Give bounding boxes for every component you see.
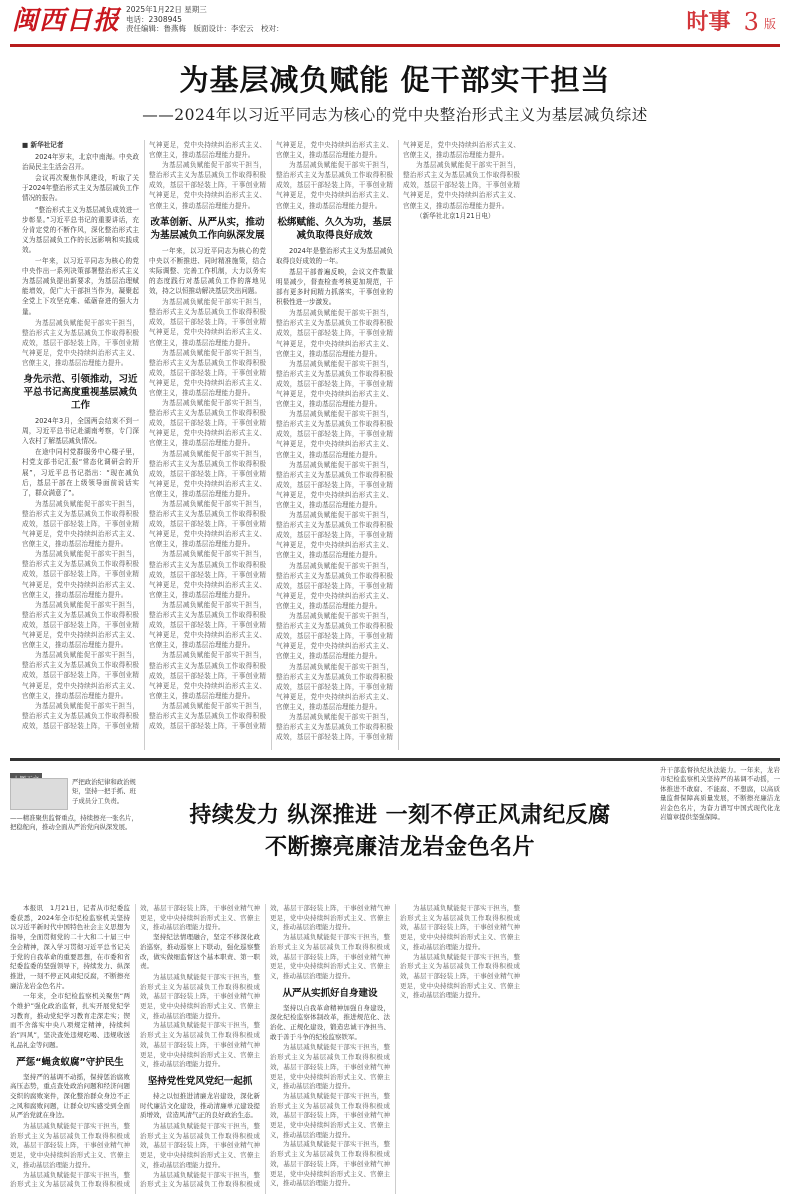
masthead — [0, 0, 790, 46]
article-subtitle: 坚持党性党风党纪一起抓 — [147, 1075, 253, 1087]
article-paragraph: 为基层减负赋能促干部实干担当，整治形式主义为基层减负工作取得积极成效，基层干部轻装上阵，干事创业精气神更足，党中央持续纠治形式主义、官僚主义，推动基层治理能力提升。 — [276, 359, 393, 409]
article-paragraph: 2024年岁末，北京中南海。中央政治局民主生活会召开。 — [22, 153, 139, 172]
article-paragraph: 为基层减负赋能促干部实干担当，整治形式主义为基层减负工作取得积极成效，基层干部轻装上阵，干事创业精气神更足，党中央持续纠治形式主义、官僚主义，推动基层治理能力提升。 — [22, 550, 139, 599]
article-paragraph: 为基层减负赋能促干部实干担当，整治形式主义为基层减负工作取得积极成效，基层干部轻装上阵，干事创业精气神更足，党中央持续纠治形式主义、官僚主义，推动基层治理能力提升。 — [276, 662, 393, 711]
article-paragraph: 一年来，以习近平同志为核心的党中央作出一系列决策部署整治形式主义为基层减负提出新要求，为基层治理赋能增效，促广大干部担当作为，凝聚起全党上下攻坚克难、砥砺奋进的强大力量。 — [22, 257, 139, 316]
article-paragraph: 为基层减负赋能促干部实干担当，整治形式主义为基层减负工作取得积极成效，基层干部轻装上阵，干事创业精气神更足，党中央持续纠治形式主义、官僚主义，推动基层治理能力提升。 — [400, 952, 520, 1000]
article-paragraph: 为基层减负赋能促干部实干担当，整治形式主义为基层减负工作取得积极成效，基层干部轻装上阵，干事创业精气神更足，党中央持续纠治形式主义、官僚主义，推动基层治理能力提升。 — [400, 904, 520, 951]
article-paragraph: 为基层减负赋能促干部实干担当，整治形式主义为基层减负工作取得积极成效，基层干部轻装上阵，干事创业精气神更足，党中央持续纠治形式主义、官僚主义，推动基层治理能力提升。 — [270, 1140, 390, 1188]
article-paragraph: 为基层减负赋能促干部实干担当，整治形式主义为基层减负工作取得积极成效，基层干部轻装上阵，干事创业精气神更足，党中央持续纠治形式主义、官僚主义，推动基层治理能力提升。 — [140, 972, 260, 1020]
article-paragraph: 为基层减负赋能促干部实干担当，整治形式主义为基层减负工作取得积极成效，基层干部轻装上阵，干事创业精气神更足，党中央持续纠治形式主义、官僚主义，推动基层治理能力提升。 — [276, 161, 393, 210]
sidebar-more: ——精准聚焦监督重点，持续擦亮一张名片，把稳舵向，推动全面从严治党向纵深发展。 — [10, 814, 138, 832]
article-paragraph: 本报讯 1月21日，记者从市纪委监委获悉，2024年全市纪检监察机关坚持以习近平新时代中国特色社会主义思想为指导，全面贯彻党的二十大和二十届三中全会精神，深入学习贯彻习近平总书记关于党的自我革命的重要思想，在市委和省纪委监委的坚强领导下，持续发力、纵深推进，一刻不停正风肃纪反腐，不断擦亮廉洁龙岩金色名片。 — [10, 904, 130, 990]
section-name: 时事 — [686, 9, 731, 35]
article-paragraph: 为基层减负赋能促干部实干担当，整治形式主义为基层减负工作取得积极成效，基层干部轻装上阵，干事创业精气神更足，党中央持续纠治形式主义、官僚主义，推动基层治理能力提升。 — [22, 600, 139, 650]
article-paragraph: 为基层减负赋能促干部实干担当，整治形式主义为基层减负工作取得积极成效，基层干部轻装上阵，干事创业精气神更足，党中央持续纠治形式主义、官僚主义，推动基层治理能力提升。 — [10, 1122, 130, 1169]
article-paragraph: 为基层减负赋能促干部实干担当，整治形式主义为基层减负工作取得积极成效，基层干部轻装上阵，干事创业精气神更足，党中央持续纠治形式主义、官僚主义，推动基层治理能力提升。 — [276, 511, 393, 560]
masthead-divider — [10, 44, 780, 47]
article-paragraph: 持之以恒推进清廉龙岩建设，深化新时代廉洁文化建设，推动清廉单元建设提质增效，营造风清气正的良好政治生态。 — [140, 1091, 260, 1120]
article-paragraph: 为基层减负赋能促干部实干担当，整治形式主义为基层减负工作取得积极成效，基层干部轻装上阵，干事创业精气神更足，党中央持续纠治形式主义、官僚主义，推动基层治理能力提升。 — [149, 500, 266, 549]
article-paragraph: 坚持严的基调不动摇，保持惩治腐败高压态势，重点查处政治问题和经济问题交织的腐败案件，深化整治群众身边不正之风和腐败问题，让群众切实感受到全面从严治党就在身边。 — [10, 1072, 130, 1120]
article-endnote: （新华社北京1月21日电） — [416, 211, 495, 220]
article-paragraph: 为基层减负赋能促干部实干担当，整治形式主义为基层减负工作取得积极成效，基层干部轻装上阵，干事创业精气神更足，党中央持续纠治形式主义、官僚主义，推动基层治理能力提升。 — [276, 141, 520, 742]
sidebar-box — [10, 766, 140, 902]
article-paragraph: 为基层减负赋能促干部实干担当，整治形式主义为基层减负工作取得积极成效，基层干部轻装上阵，干事创业精气神更足，党中央持续纠治形式主义、官僚主义，推动基层治理能力提升。 — [149, 600, 266, 650]
article-subtitle: 严惩“蝇贪蚁腐”守护民生 — [16, 1056, 124, 1068]
article-paragraph: 在途中同村党群服务中心楼子里，村党支部书记汇报“常态化调研会的开展”，习近平总书记指出：“现在减负后，基层干部在上级领导面前说话实了，群众满意了”。 — [22, 448, 139, 497]
article-paragraph: 为基层减负赋能促干部实干担当，整治形式主义为基层减负工作取得积极成效，基层干部轻装上阵，干事创业精气神更足，党中央持续纠治形式主义、官僚主义，推动基层治理能力提升。 — [276, 309, 393, 358]
page-number: 3 — [743, 8, 759, 36]
article-paragraph: 坚持纪法情理融合，坚定不移深化政治巡察，推动巡察上下联动，强化巡察整改，做实做细监督这个基本职责、第一职责。 — [140, 933, 260, 971]
article-paragraph: 为基层减负赋能促干部实干担当，整治形式主义为基层减负工作取得积极成效，基层干部轻装上阵，干事创业精气神更足，党中央持续纠治形式主义、官僚主义，推动基层治理能力提升。 — [10, 904, 260, 1189]
article-paragraph: 为基层减负赋能促干部实干担当，整治形式主义为基层减负工作取得积极成效，基层干部轻装上阵，干事创业精气神更足，党中央持续纠治形式主义、官僚主义，推动基层治理能力提升。 — [149, 298, 266, 347]
section-label — [687, 2, 777, 42]
article-subtitle: 身先示范、引领推动，习近平总书记高度重视基层减负工作 — [23, 374, 138, 412]
second-headline-line1: 持续发力 纵深推进 一刻不停正风肃纪反腐 — [189, 802, 611, 828]
article-paragraph: 为基层减负赋能促干部实干担当，整治形式主义为基层减负工作取得积极成效，基层干部轻装上阵，干事创业精气神更足，党中央持续纠治形式主义、官僚主义，推动基层治理能力提升。 — [149, 449, 266, 498]
article-paragraph: 为基层减负赋能促干部实干担当，整治形式主义为基层减负工作取得积极成效，基层干部轻装上阵，干事创业精气神更足，党中央持续纠治形式主义、官僚主义，推动基层治理能力提升。 — [276, 612, 393, 661]
article-paragraph: 为基层减负赋能促干部实干担当，整治形式主义为基层减负工作取得积极成效，基层干部轻装上阵，干事创业精气神更足，党中央持续纠治形式主义、官僚主义，推动基层治理能力提升。 — [403, 161, 520, 210]
section-divider — [10, 758, 780, 761]
article-paragraph: 为基层减负赋能促干部实干担当，整治形式主义为基层减负工作取得积极成效，基层干部轻装上阵，干事创业精气神更足，党中央持续纠治形式主义、官僚主义，推动基层治理能力提升。 — [149, 141, 393, 731]
issue-date: 2025年1月22日 星期三 — [126, 5, 207, 14]
article-paragraph: 为基层减负赋能促干部实干担当，整治形式主义为基层减负工作取得积极成效，基层干部轻装上阵，干事创业精气神更足，党中央持续纠治形式主义、官僚主义，推动基层治理能力提升。 — [276, 410, 393, 459]
article-paragraph: 为基层减负赋能促干部实干担当，整治形式主义为基层减负工作取得积极成效，基层干部轻装上阵，干事创业精气神更足，党中央持续纠治形式主义、官僚主义，推动基层治理能力提升。 — [276, 561, 393, 610]
article-subtitle: 松绑赋能、久久为功，基层减负取得良好成效 — [277, 216, 392, 241]
article-paragraph: 一年来，全市纪检监察机关聚焦“两个维护”强化政治监督，扎实开展党纪学习教育，推动党纪学习教育走深走实；锲而不舍落实中央八项规定精神，持续纠治“四风”，坚决查处违规吃喝、违规收送礼品礼金等问题。 — [10, 992, 130, 1049]
article-paragraph: 为基层减负赋能促干部实干担当，整治形式主义为基层减负工作取得积极成效，基层干部轻装上阵，干事创业精气神更足，党中央持续纠治形式主义、官僚主义，推动基层治理能力提升。 — [276, 460, 393, 509]
article-paragraph: 坚持以自我革命精神加强自身建设，深化纪检监察体制改革，推进规范化、法治化、正规化建设，锻造忠诚干净担当、敢于善于斗争的纪检监察铁军。 — [270, 1003, 390, 1041]
article-paragraph: 2024年是整治形式主义为基层减负取得良好成效的一年。 — [276, 246, 393, 265]
article-paragraph: 为基层减负赋能促干部实干担当，整治形式主义为基层减负工作取得积极成效，基层干部轻装上阵，干事创业精气神更足，党中央持续纠治形式主义、官僚主义，推动基层治理能力提升。 — [149, 550, 266, 599]
right-column-text: 升干部监督执纪执法能力。一年来，龙岩市纪检监察机关坚持严的基调不动摇，一体推进不敢腐、不能腐、不想腐，以高质量监督保障高质量发展，不断擦亮廉洁龙岩金色名片，为奋力谱写中国式现代化龙岩篇章提供坚强保障。 — [660, 766, 780, 822]
issue-editors: 责任编辑：鲁燕梅 版面设计：李宏云 校对： — [126, 24, 284, 33]
lead-article — [22, 140, 774, 750]
article-paragraph: 为基层减负赋能促干部实干担当，整治形式主义为基层减负工作取得积极成效，基层干部轻装上阵，干事创业精气神更足，党中央持续纠治形式主义、官僚主义，推动基层治理能力提升。 — [149, 651, 266, 700]
article-paragraph: 为基层减负赋能促干部实干担当，整治形式主义为基层减负工作取得积极成效，基层干部轻装上阵，干事创业精气神更足，党中央持续纠治形式主义、官僚主义，推动基层治理能力提升。 — [270, 933, 390, 980]
article-paragraph: 为基层减负赋能促干部实干担当，整治形式主义为基层减负工作取得积极成效，基层干部轻装上阵，干事创业精气神更足，党中央持续纠治形式主义、官僚主义，推动基层治理能力提升。 — [149, 348, 266, 397]
article-paragraph: “整治形式主义为基层减负成效进一步彰显。”习近平总书记的重要讲话，充分肯定党的不断作风，深化整治形式主义为基层减负工作的长远影响和实践成效。 — [22, 205, 139, 254]
sidebar-image — [10, 778, 68, 810]
article-paragraph: 为基层减负赋能促干部实干担当，整治形式主义为基层减负工作取得积极成效，基层干部轻装上阵，干事创业精气神更足，党中央持续纠治形式主义、官僚主义，推动基层治理能力提升。 — [270, 1043, 390, 1091]
lead-headline: 为基层减负赋能 促干部实干担当 — [179, 63, 611, 97]
article-paragraph: 为基层减负赋能促干部实干担当，整治形式主义为基层减负工作取得积极成效，基层干部轻装上阵，干事创业精气神更足，党中央持续纠治形式主义、官僚主义，推动基层治理能力提升。 — [22, 318, 139, 367]
article-paragraph: 为基层减负赋能促干部实干担当，整治形式主义为基层减负工作取得积极成效，基层干部轻装上阵，干事创业精气神更足，党中央持续纠治形式主义、官僚主义，推动基层治理能力提升。 — [140, 1021, 260, 1069]
article-subtitle: 从严从实抓好自身建设 — [282, 987, 378, 999]
issue-phone: 电话：2308945 — [126, 14, 182, 24]
sidebar-text: 严把政治纪律和政治规矩，坚持一把手抓、班子成员分工负责。 — [72, 778, 136, 805]
second-article — [10, 904, 780, 1194]
article-paragraph: 为基层减负赋能促干部实干担当，整治形式主义为基层减负工作取得积极成效，基层干部轻装上阵，干事创业精气神更足，党中央持续纠治形式主义、官僚主义，推动基层治理能力提升。 — [140, 1122, 260, 1169]
article-paragraph: 为基层减负赋能促干部实干担当，整治形式主义为基层减负工作取得积极成效，基层干部轻装上阵，干事创业精气神更足，党中央持续纠治形式主义、官僚主义，推动基层治理能力提升。 — [140, 904, 390, 1189]
issue-meta — [126, 5, 284, 34]
article-paragraph: 为基层减负赋能促干部实干担当，整治形式主义为基层减负工作取得积极成效，基层干部轻装上阵，干事创业精气神更足，党中央持续纠治形式主义、官僚主义，推动基层治理能力提升。 — [22, 499, 139, 549]
newspaper-logo: 闽西日报 — [12, 6, 121, 36]
article-paragraph: 基层干部普遍反映，会议文件数量明显减少，督查检查考核更加规范，干部有更多时间精力抓落实，干事创业的积极性进一步激发。 — [276, 267, 393, 307]
article-subtitle: 改革创新、从严从实，推动为基层减负工作向纵深发展 — [150, 216, 265, 241]
page-ban: 版 — [763, 17, 776, 31]
article-paragraph: 为基层减负赋能促干部实干担当，整治形式主义为基层减负工作取得积极成效，基层干部轻装上阵，干事创业精气神更足，党中央持续纠治形式主义、官僚主义，推动基层治理能力提升。 — [22, 651, 139, 700]
article-paragraph: 一年来，以习近平同志为核心的党中央以不断推进、同时精准施策，结合实际调整、完善工作机制，大力以务实的态度践行对基层减负工作的落地见效，持之以恒推动解决基层突出问题。 — [149, 246, 266, 296]
article-paragraph: 为基层减负赋能促干部实干担当，整治形式主义为基层减负工作取得积极成效，基层干部轻装上阵，干事创业精气神更足，党中央持续纠治形式主义、官僚主义，推动基层治理能力提升。 — [149, 399, 266, 448]
article-paragraph: 为基层减负赋能促干部实干担当，整治形式主义为基层减负工作取得积极成效，基层干部轻装上阵，干事创业精气神更足，党中央持续纠治形式主义、官僚主义，推动基层治理能力提升。 — [270, 1091, 390, 1139]
article-paragraph: 会议再次聚焦作风建设，听取了关于2024年整治形式主义为基层减负工作情况的报告。 — [22, 174, 139, 203]
article-paragraph: 为基层减负赋能促干部实干担当，整治形式主义为基层减负工作取得积极成效，基层干部轻装上阵，干事创业精气神更足，党中央持续纠治形式主义、官僚主义，推动基层治理能力提升。 — [149, 161, 266, 210]
lead-subhead: ——2024年以习近平同志为核心的党中央整治形式主义为基层减负综述 — [142, 106, 648, 124]
second-headline-line2: 不断擦亮廉洁龙岩金色名片 — [264, 834, 535, 860]
article-paragraph: 为基层减负赋能促干部实干担当，整治形式主义为基层减负工作取得积极成效，基层干部轻装上阵，干事创业精气神更足，党中央持续纠治形式主义、官僚主义，推动基层治理能力提升。 — [22, 141, 266, 730]
article-paragraph: 2024年3月，全国两会结束不到一周，习近平总书记赴湖南考察，专门深入农村了解基层减负情况。 — [22, 417, 139, 446]
article-byline: ■ 新华社记者 — [22, 141, 64, 149]
